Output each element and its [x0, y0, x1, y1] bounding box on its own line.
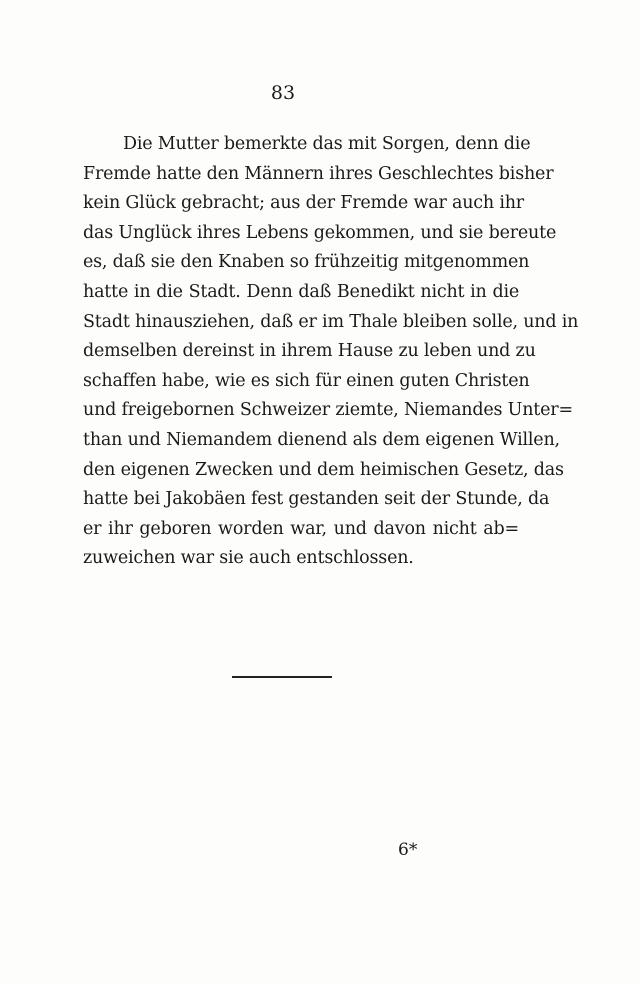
section-end-rule: [232, 676, 332, 678]
page-number: 83: [270, 82, 296, 104]
text-line: er ihr geboren worden war, und davon nicht ab=: [83, 518, 519, 539]
text-line: kein Glück gebracht; aus der Fremde war auch ihr: [83, 193, 524, 214]
text-line: und freigebornen Schweizer ziemte, Niemandes Unter=: [83, 400, 573, 421]
text-line: demselben dereinst in ihrem Hause zu leben und zu: [83, 341, 536, 362]
text-line: than und Niemandem dienend als dem eigenen Willen,: [83, 429, 560, 450]
text-line: Stadt hinausziehen, daß er im Thale bleiben solle, und in: [83, 311, 579, 332]
text-line: das Unglück ihres Lebens gekommen, und sie bereute: [83, 222, 557, 243]
text-line: den eigenen Zwecken und dem heimischen Gesetz, das: [83, 459, 564, 480]
signature-mark: 6*: [398, 840, 418, 860]
text-line: hatte in die Stadt. Denn daß Benedikt nicht in die: [83, 281, 519, 302]
text-line: schaffen habe, wie es sich für einen guten Christen: [83, 370, 530, 391]
body-text: [83, 130, 579, 574]
text-line: hatte bei Jakobäen fest gestanden seit der Stunde, da: [83, 489, 550, 510]
text-line: Fremde hatte den Männern ihres Geschlechtes bisher: [83, 163, 554, 184]
text-line: es, daß sie den Knaben so frühzeitig mitgenommen: [83, 252, 530, 273]
text-line: zuweichen war sie auch entschlossen.: [83, 548, 414, 569]
text-line: Die Mutter bemerkte das mit Sorgen, denn die: [123, 134, 531, 154]
